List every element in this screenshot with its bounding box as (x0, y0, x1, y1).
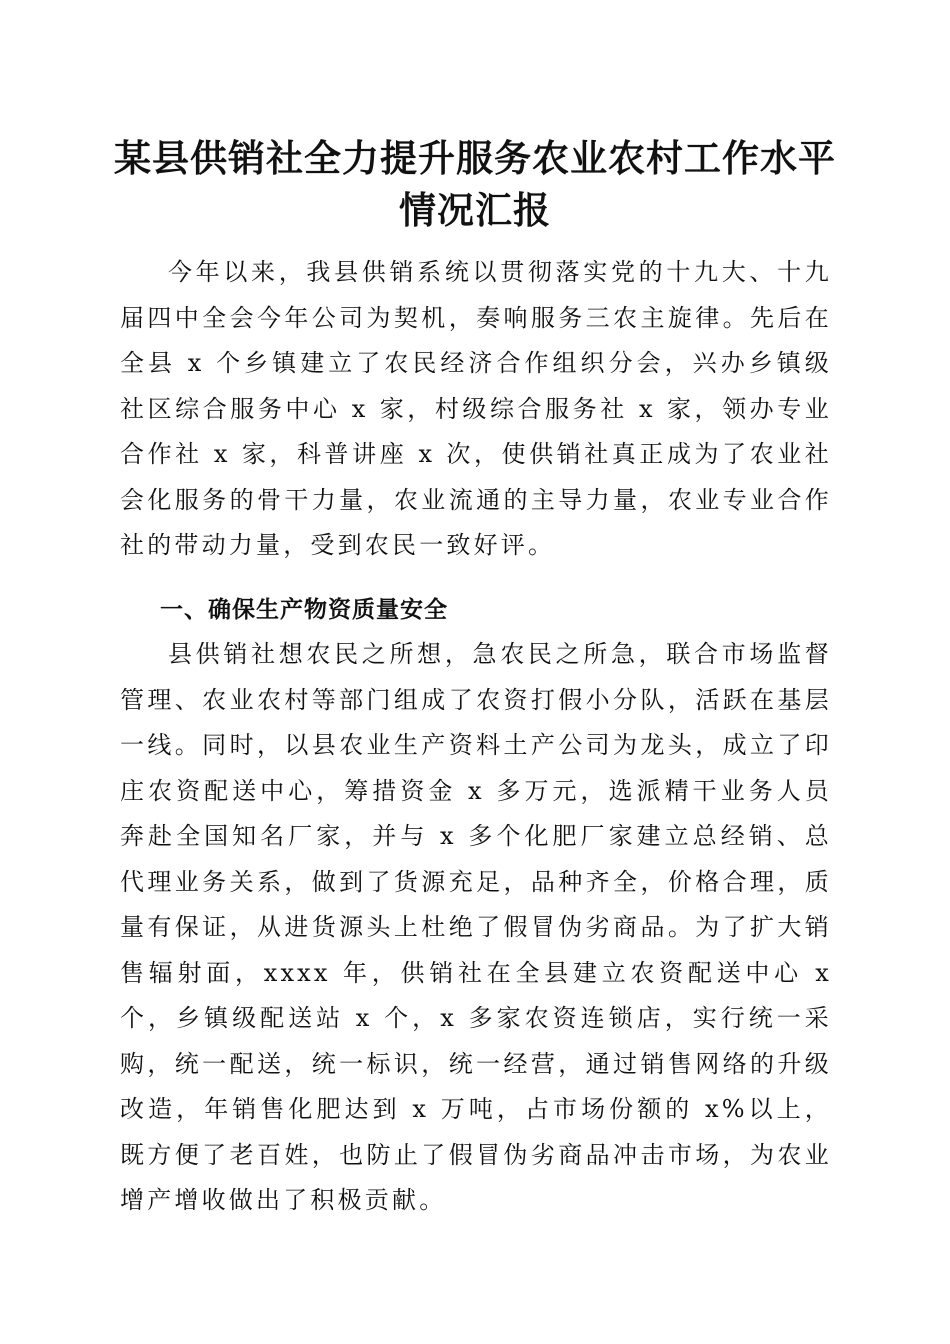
document-title: 某县供销社全力提升服务农业农村工作水平情况汇报 (114, 136, 836, 232)
intro-paragraph: 今年以来，我县供销系统以贯彻落实党的十九大、十九届四中全会今年公司为契机，奏响服务三农主旋律。先后在全县 x 个乡镇建立了农民经济合作组织分会，兴办乡镇级社区综合服务中心 x 家，村级综合服务社 x 家，领办专业合作社 x 家，科普讲座 x 次，使供销社真正成为了农业社会化服务的骨干力量，农业流通的主导力量，农业专业合作社的带动力量，受到农民一致好评。 (120, 258, 832, 559)
section-heading: 一、确保生产物资质量安全 (160, 597, 448, 623)
section-paragraph: 县供销社想农民之所想，急农民之所急，联合市场监督管理、农业农村等部门组成了农资打假小分队，活跃在基层一线。同时，以县农业生产资料土产公司为龙头，成立了印庄农资配送中心，筹措资金 x 多万元，选派精干业务人员奔赴全国知名厂家，并与 x 多个化肥厂家建立总经销、总代理业务关系，做到了货源充足，品种齐全，价格合理，质量有保证，从进货源头上杜绝了假冒伪劣商品。为了扩大销售辐射面，xxxx 年，供销社在全县建立农资配送中心 x 个，乡镇级配送站 x 个，x 多家农资连锁店，实行统一采购，统一配送，统一标识，统一经营，通过销售网络的升级改造，年销售化肥达到 x 万吨，占市场份额的 x%以上，既方便了老百姓，也防止了假冒伪劣商品冲击市场，为农业增产增收做出了积极贡献。 (120, 640, 832, 1214)
